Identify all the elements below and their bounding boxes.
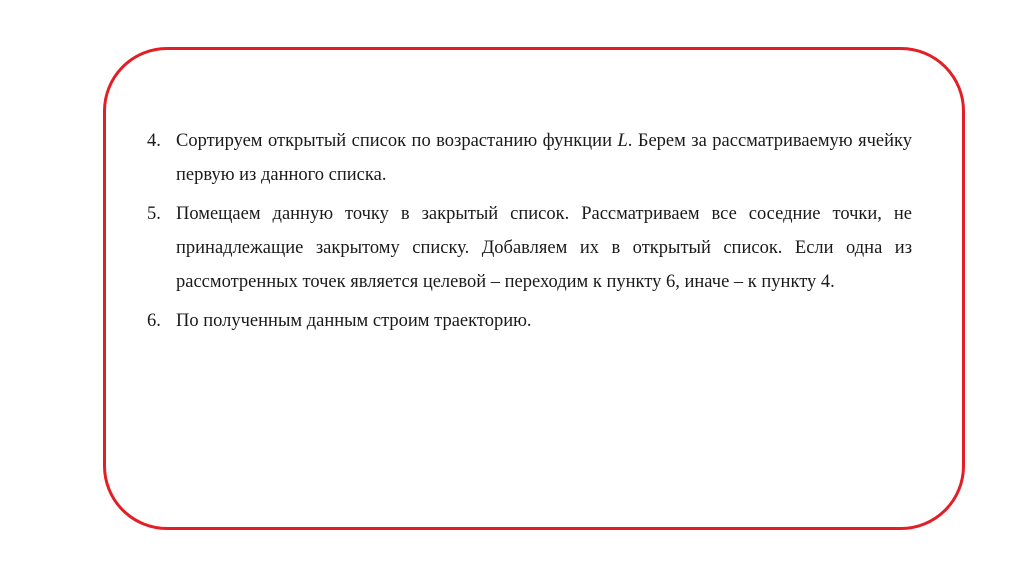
item-number: 4. [147, 131, 161, 151]
steps-list [143, 124, 912, 343]
list-item-6 [143, 304, 912, 338]
function-variable: L [617, 131, 628, 151]
item-text: По полученным данным строим траекторию. [176, 311, 532, 331]
item-text [176, 124, 912, 192]
list-item-4 [143, 124, 912, 192]
item-text: Помещаем данную точку в закрытый список. Рассматриваем все соседние точки, не принадлежащие закрытому списку. Добавляем их в открытый список. Если одна из рассмотренных точек является целевой – переходим к пункту 6, иначе – к пункту 4. [176, 204, 912, 292]
item-number: 5. [147, 204, 161, 224]
list-item-5 [143, 197, 912, 299]
item-text-end: . Берем за рассматриваемую ячейку первую из данного списка. [176, 131, 912, 185]
item-text-start: Сортируем открытый список по возрастанию функции [176, 131, 618, 151]
item-number: 6. [147, 311, 161, 331]
